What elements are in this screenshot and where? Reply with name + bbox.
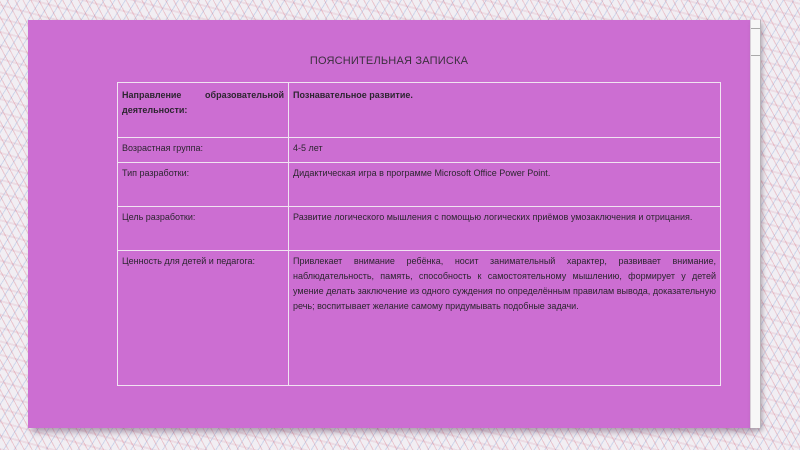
- row-label: Ценность для детей и педагога:: [118, 251, 289, 386]
- row-value: Развитие логического мышления с помощью логических приёмов умозаключения и отрицания.: [289, 207, 721, 251]
- slide: [28, 20, 750, 428]
- explanatory-note-table: [117, 82, 721, 386]
- row-label: Тип разработки:: [118, 163, 289, 207]
- slide-title: ПОЯСНИТЕЛЬНАЯ ЗАПИСКА: [309, 55, 469, 67]
- table-row: [118, 163, 721, 207]
- table-row: [118, 83, 721, 138]
- row-value: Дидактическая игра в программе Microsoft Office Power Point.: [289, 163, 721, 207]
- row-label: Цель разработки:: [118, 207, 289, 251]
- row-value: Привлекает внимание ребёнка, носит занимательный характер, развивает внимание, наблюдательность, память, способность к самостоятельному мышлению, формирует у детей умение делать заключение из одного суждения по определённым правилам вывода, доказательную речь; воспитывает желание самому придумывать подобные задачи.: [289, 251, 721, 386]
- row-value: 4-5 лет: [289, 138, 721, 163]
- scrollbar-thumb[interactable]: [751, 28, 760, 56]
- row-label: Направление образовательной деятельности:: [118, 83, 289, 138]
- side-scrollbar[interactable]: [750, 20, 761, 428]
- table-row: [118, 207, 721, 251]
- row-label: Возрастная группа:: [118, 138, 289, 163]
- row-value: Познавательное развитие.: [289, 83, 721, 138]
- table-row: [118, 138, 721, 163]
- table-row: [118, 251, 721, 386]
